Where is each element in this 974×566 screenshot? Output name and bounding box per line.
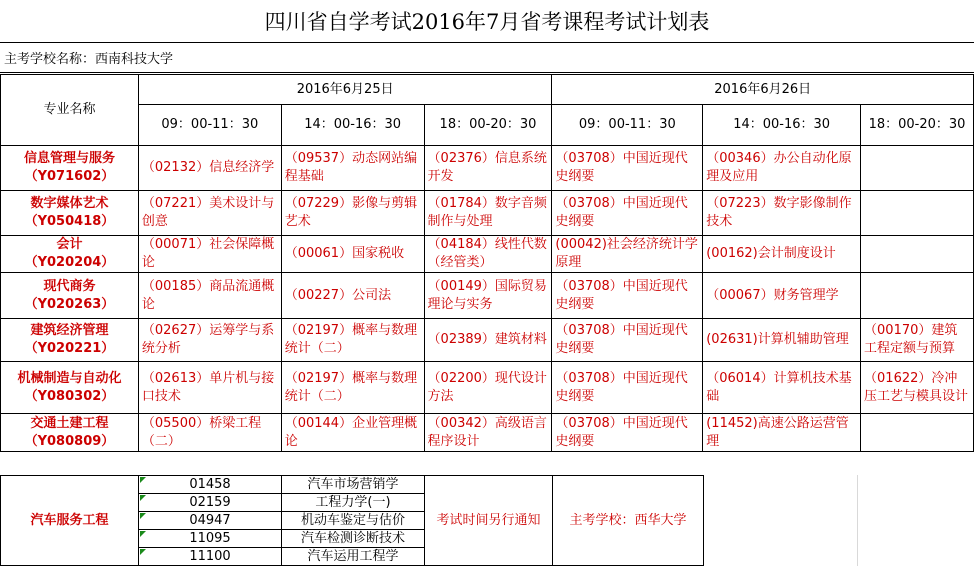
- major-name: 交通土建工程: [30, 415, 109, 431]
- course-cell[interactable]: （00170）建筑工程定额与预算: [861, 319, 974, 362]
- time-header[interactable]: 18：00-20：30: [424, 105, 552, 146]
- major-code: （Y080302）: [24, 388, 115, 404]
- sheet-title: 四川省自学考试2016年7月省考课程考试计划表: [0, 0, 974, 43]
- date-header-2[interactable]: 2016年6月26日: [552, 75, 974, 105]
- major-cell[interactable]: [1, 191, 139, 236]
- major-name: 会计: [56, 237, 83, 252]
- auto-service-section: [0, 475, 974, 566]
- course-cell[interactable]: （00185）商品流通概论: [138, 273, 281, 319]
- major-code: （Y020204）: [24, 255, 115, 270]
- major-code: （Y020263）: [24, 296, 115, 312]
- course-cell[interactable]: （06014）计算机技术基础: [703, 362, 861, 414]
- course-cell[interactable]: （02132）信息经济学: [138, 146, 281, 191]
- course-cell[interactable]: [861, 191, 974, 236]
- course-code-cell[interactable]: [139, 476, 282, 494]
- course-code: 02159: [189, 494, 231, 510]
- course-code-cell[interactable]: [139, 530, 282, 548]
- course-name-cell[interactable]: 机动车鉴定与估价: [282, 512, 425, 530]
- auto-service-table: [0, 475, 704, 566]
- course-code: 11095: [189, 530, 231, 546]
- course-code-cell[interactable]: [139, 548, 282, 566]
- course-cell[interactable]: （03708）中国近现代史纲要: [552, 191, 703, 236]
- course-cell[interactable]: （00342）高级语言程序设计: [424, 414, 552, 452]
- table-row: [1, 414, 974, 452]
- major-cell[interactable]: [1, 362, 139, 414]
- major-code: （Y050418）: [24, 214, 115, 229]
- course-cell[interactable]: （02613）单片机与接口技术: [138, 362, 281, 414]
- major-code: （Y071602）: [24, 169, 115, 184]
- course-cell[interactable]: （07223）数字影像制作技术: [703, 191, 861, 236]
- course-cell[interactable]: （09537）动态网站编程基础: [281, 146, 424, 191]
- error-indicator-icon: [140, 513, 146, 519]
- course-cell[interactable]: （03708）中国近现代史纲要: [552, 273, 703, 319]
- auto-major-cell[interactable]: 汽车服务工程: [1, 476, 139, 566]
- major-cell[interactable]: [1, 319, 139, 362]
- course-cell[interactable]: （01622）冷冲压工艺与模具设计: [861, 362, 974, 414]
- course-cell[interactable]: (00162)会计制度设计: [703, 236, 861, 273]
- course-cell[interactable]: （02200）现代设计方法: [424, 362, 552, 414]
- major-name-header: 专业名称: [1, 75, 139, 146]
- course-code: 01458: [189, 476, 231, 492]
- course-cell[interactable]: （00227）公司法: [281, 273, 424, 319]
- major-name: 建筑经济管理: [30, 323, 109, 338]
- course-cell[interactable]: （00144）企业管理概论: [281, 414, 424, 452]
- course-code-cell[interactable]: [139, 494, 282, 512]
- course-cell[interactable]: （02627）运筹学与系统分析: [138, 319, 281, 362]
- table-row: [1, 362, 974, 414]
- course-cell[interactable]: [861, 236, 974, 273]
- time-header[interactable]: 14：00-16：30: [703, 105, 861, 146]
- error-indicator-icon: [140, 549, 146, 555]
- course-cell[interactable]: （03708）中国近现代史纲要: [552, 319, 703, 362]
- major-name: 数字媒体艺术: [30, 196, 109, 211]
- course-cell[interactable]: （00067）财务管理学: [703, 273, 861, 319]
- course-name-cell[interactable]: 工程力学(一): [282, 494, 425, 512]
- course-cell[interactable]: (02631)计算机辅助管理: [703, 319, 861, 362]
- major-name: 信息管理与服务: [23, 151, 115, 166]
- course-cell[interactable]: （00149）国际贸易理论与实务: [424, 273, 552, 319]
- host-school-label: 主考学校名称：西南科技大学: [0, 42, 974, 73]
- time-header[interactable]: 14：00-16：30: [281, 105, 424, 146]
- time-header[interactable]: 09：00-11：30: [138, 105, 281, 146]
- course-cell[interactable]: (00042)社会经济统计学原理: [552, 236, 703, 273]
- major-code: （Y080809）: [24, 433, 115, 449]
- course-cell[interactable]: [861, 146, 974, 191]
- course-cell[interactable]: （03708）中国近现代史纲要: [552, 146, 703, 191]
- course-cell[interactable]: （01784）数字音频制作与处理: [424, 191, 552, 236]
- course-cell[interactable]: （00071）社会保障概论: [138, 236, 281, 273]
- date-header-1[interactable]: 2016年6月25日: [138, 75, 552, 105]
- course-cell[interactable]: [861, 414, 974, 452]
- major-cell[interactable]: [1, 273, 139, 319]
- exam-notice-cell[interactable]: 考试时间另行通知: [425, 476, 553, 566]
- course-cell[interactable]: （02389）建筑材料: [424, 319, 552, 362]
- course-name-cell[interactable]: 汽车检测诊断技术: [282, 530, 425, 548]
- auto-host-cell[interactable]: 主考学校：西华大学: [553, 476, 704, 566]
- error-indicator-icon: [140, 531, 146, 537]
- time-header[interactable]: 09：00-11：30: [552, 105, 703, 146]
- table-row: [1, 146, 974, 191]
- course-code: 11100: [189, 548, 231, 564]
- course-cell[interactable]: （03708）中国近现代史纲要: [552, 362, 703, 414]
- error-indicator-icon: [140, 477, 146, 483]
- course-cell[interactable]: (11452)高速公路运营管理: [703, 414, 861, 452]
- time-header[interactable]: 18：00-20：30: [861, 105, 974, 146]
- course-cell[interactable]: [861, 273, 974, 319]
- course-cell[interactable]: （02197）概率与数理统计（二）: [281, 362, 424, 414]
- major-name: 现代商务: [43, 278, 96, 294]
- course-name-cell[interactable]: 汽车运用工程学: [282, 548, 425, 566]
- table-row: [1, 319, 974, 362]
- table-row: [1, 191, 974, 236]
- course-cell[interactable]: （00061）国家税收: [281, 236, 424, 273]
- error-indicator-icon: [140, 495, 146, 501]
- major-cell[interactable]: [1, 414, 139, 452]
- course-cell[interactable]: （00346）办公自动化原理及应用: [703, 146, 861, 191]
- course-cell[interactable]: （07221）美术设计与创意: [138, 191, 281, 236]
- course-cell[interactable]: （05500）桥梁工程（二）: [138, 414, 281, 452]
- course-code: 04947: [189, 512, 231, 528]
- major-cell[interactable]: [1, 146, 139, 191]
- major-name: 机械制造与自动化: [17, 370, 122, 386]
- course-name-cell[interactable]: 汽车市场营销学: [282, 476, 425, 494]
- gridline: [857, 475, 858, 566]
- table-row: [1, 236, 974, 273]
- schedule-table: [0, 74, 974, 452]
- course-cell[interactable]: （02197）概率与数理统计（二）: [281, 319, 424, 362]
- course-cell[interactable]: （03708）中国近现代史纲要: [552, 414, 703, 452]
- table-row: [1, 273, 974, 319]
- major-cell[interactable]: [1, 236, 139, 273]
- course-cell[interactable]: （04184）线性代数（经管类）: [424, 236, 552, 273]
- major-code: （Y020221）: [24, 341, 115, 356]
- course-cell[interactable]: （02376）信息系统开发: [424, 146, 552, 191]
- course-code-cell[interactable]: [139, 512, 282, 530]
- course-cell[interactable]: （07229）影像与剪辑艺术: [281, 191, 424, 236]
